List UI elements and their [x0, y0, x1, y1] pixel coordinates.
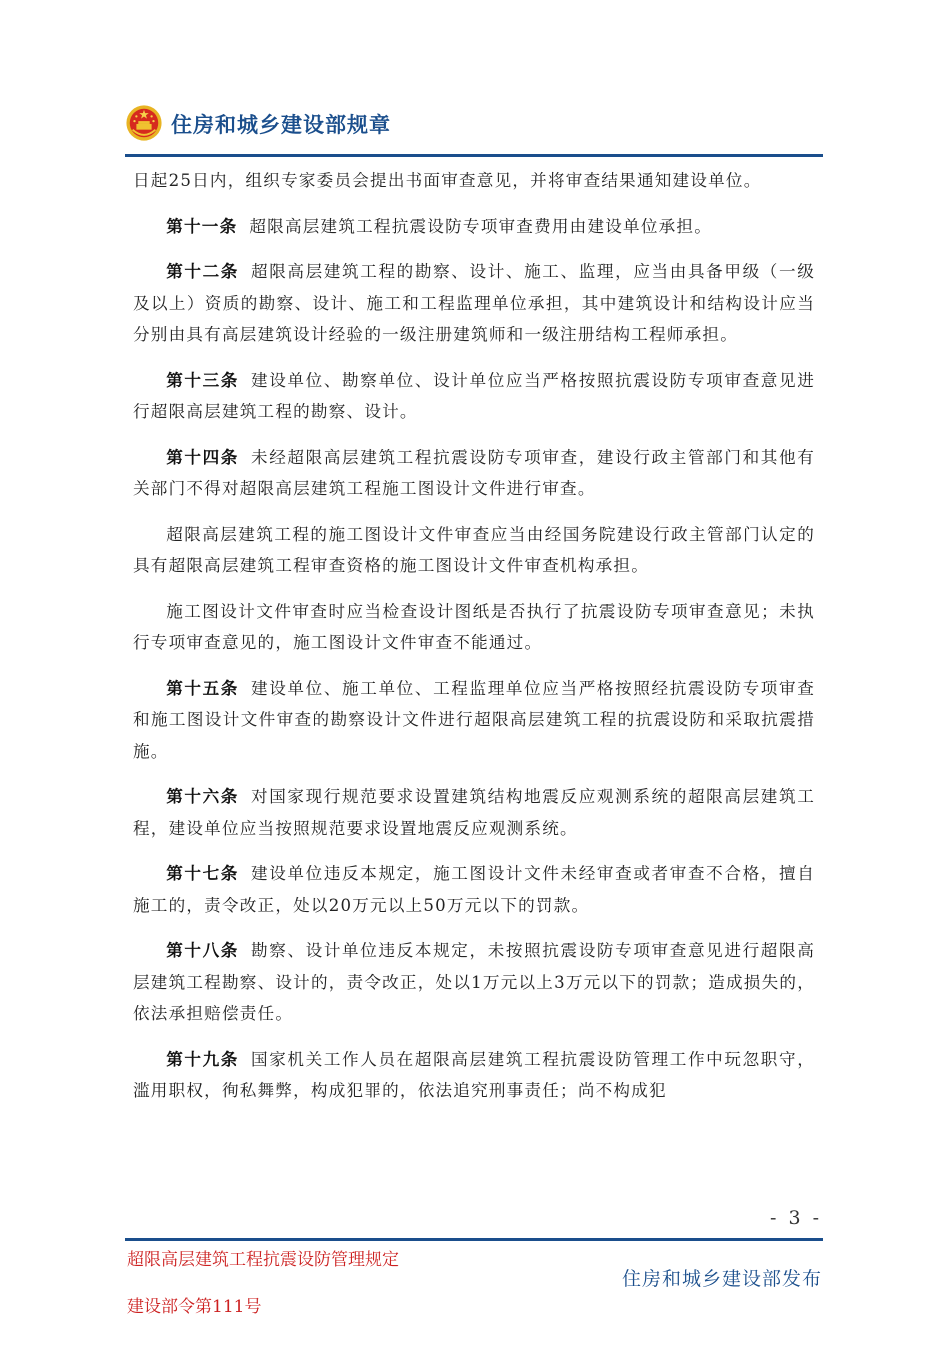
- paragraph-text: 未经超限高层建筑工程抗震设防专项审查，建设行政主管部门和其他有关部门不得对超限高层建筑工程施工图设计文件进行审查。: [133, 447, 815, 498]
- article-number: 第十一条: [166, 216, 238, 236]
- paragraph: [133, 519, 815, 582]
- footer-divider: [125, 1238, 823, 1241]
- paragraph-text: 建设单位、施工单位、工程监理单位应当严格按照经抗震设防专项审查和施工图设计文件审查的勘察设计文件进行超限高层建筑工程的抗震设防和采取抗震措施。: [133, 678, 815, 761]
- article-number: 第十四条: [166, 447, 240, 467]
- article-number: 第十九条: [166, 1049, 240, 1069]
- article-number: 第十二条: [166, 262, 240, 281]
- paragraph: [133, 1044, 815, 1107]
- national-emblem-icon: [125, 104, 163, 142]
- paragraph: [133, 211, 815, 243]
- footer-order-number: 建设部令第111号: [127, 1297, 262, 1317]
- footer-document-title: 超限高层建筑工程抗震设防管理规定: [127, 1250, 399, 1270]
- article-number: 第十六条: [166, 787, 240, 806]
- paragraph: [133, 673, 815, 768]
- paragraph-text: 勘察、设计单位违反本规定，未按照抗震设防专项审查意见进行超限高层建筑工程勘察、设计的，责令改正，处以1万元以上3万元以下的罚款；造成损失的，依法承担赔偿责任。: [133, 941, 815, 1023]
- paragraph: [133, 858, 815, 921]
- paragraph: [133, 935, 815, 1030]
- paragraph-text: 建设单位违反本规定，施工图设计文件未经审查或者审查不合格，擅自施工的，责令改正，处以20万元以上50万元以下的罚款。: [133, 864, 815, 915]
- paragraph: [133, 365, 815, 428]
- page-number: - 3 -: [769, 1207, 822, 1229]
- paragraph-text: 日起25日内，组织专家委员会提出书面审查意见，并将审查结果通知建设单位。: [133, 171, 762, 190]
- header-divider: [125, 154, 823, 157]
- paragraph: [133, 165, 815, 197]
- header-title: 住房和城乡建设部规章: [171, 113, 391, 137]
- paragraph-text: 国家机关工作人员在超限高层建筑工程抗震设防管理工作中玩忽职守，滥用职权，徇私舞弊，构成犯罪的，依法追究刑事责任；尚不构成犯: [133, 1049, 815, 1100]
- footer-publisher: 住房和城乡建设部发布: [621, 1268, 822, 1290]
- article-number: 第十八条: [166, 941, 240, 960]
- article-number: 第十七条: [166, 864, 240, 883]
- paragraph-text: 对国家现行规范要求设置建筑结构地震反应观测系统的超限高层建筑工程，建设单位应当按照规范要求设置地震反应观测系统。: [133, 787, 815, 838]
- paragraph-text: 超限高层建筑工程的施工图设计文件审查应当由经国务院建设行政主管部门认定的具有超限高层建筑工程审查资格的施工图设计文件审查机构承担。: [133, 524, 815, 575]
- paragraph: [133, 596, 815, 659]
- page-header: [125, 100, 823, 160]
- document-body: [133, 165, 815, 1121]
- paragraph-text: 建设单位、勘察单位、设计单位应当严格按照抗震设防专项审查意见进行超限高层建筑工程的勘察、设计。: [133, 370, 815, 421]
- paragraph: [133, 256, 815, 351]
- paragraph-text: 超限高层建筑工程抗震设防专项审查费用由建设单位承担。: [249, 216, 713, 236]
- paragraph: [133, 442, 815, 505]
- paragraph: [133, 781, 815, 844]
- article-number: 第十三条: [166, 370, 240, 390]
- article-number: 第十五条: [166, 678, 240, 698]
- paragraph-text: 施工图设计文件审查时应当检查设计图纸是否执行了抗震设防专项审查意见；未执行专项审查意见的，施工图设计文件审查不能通过。: [133, 601, 815, 652]
- paragraph-text: 超限高层建筑工程的勘察、设计、施工、监理，应当由具备甲级（一级及以上）资质的勘察、设计、施工和工程监理单位承担，其中建筑设计和结构设计应当分别由具有高层建筑设计经验的一级注册建筑师和一级注册结构工程师承担。: [133, 262, 815, 344]
